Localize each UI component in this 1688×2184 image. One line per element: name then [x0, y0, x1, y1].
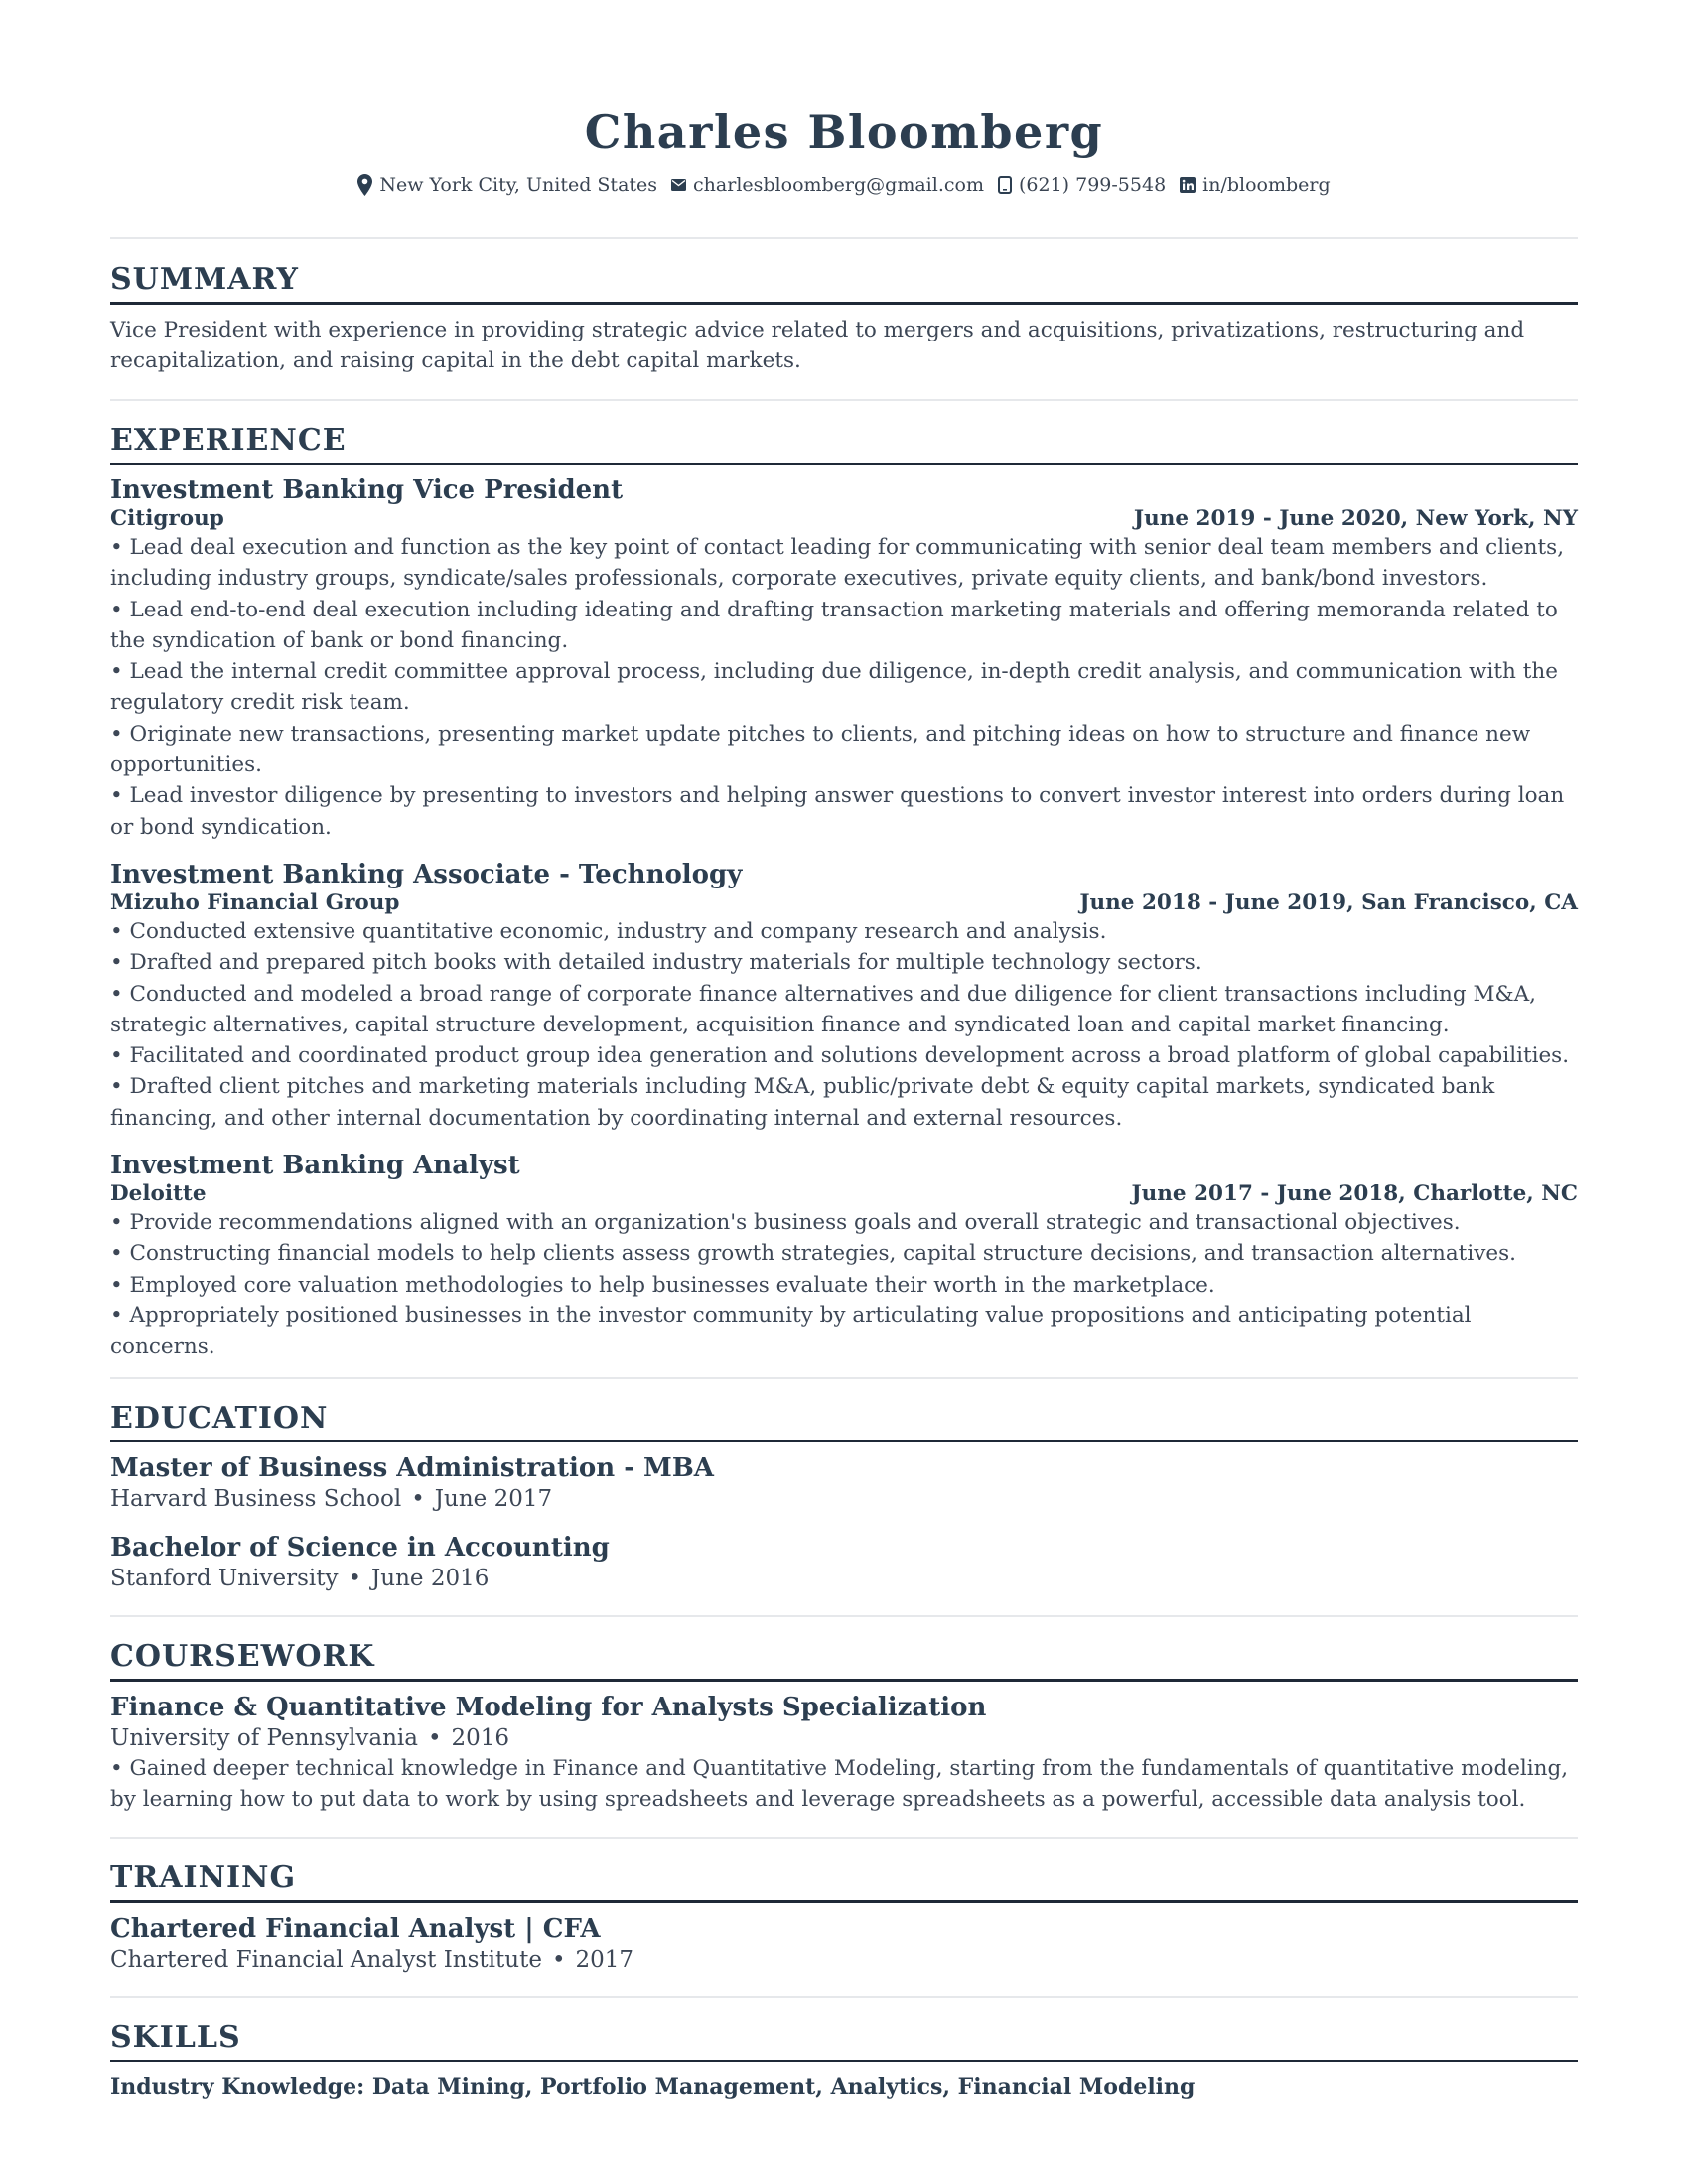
course-school: University of Pennsylvania — [110, 1724, 418, 1751]
course-title: Finance & Quantitative Modeling for Analysts Specialization — [110, 1692, 987, 1722]
section-title: COURSEWORK — [110, 1639, 375, 1675]
summary-section — [110, 260, 1578, 377]
school-name: Harvard Business School — [110, 1486, 402, 1513]
experience-section — [110, 421, 1578, 1363]
job-dates: June 2017 - June 2018, Charlotte, NC — [1131, 1181, 1578, 1207]
section-rule — [110, 1679, 1578, 1682]
job-meta — [110, 890, 1578, 916]
job-entry — [110, 1150, 1578, 1362]
candidate-name: Charles Bloomberg — [584, 105, 1104, 159]
section-rule — [110, 1900, 1578, 1903]
job-bullet: • Conducted and modeled a broad range of corporate finance alternatives and due diligence for client transactions including M&A, strategic alternatives, capital structure development, acquisition finance and syndicated loan and capital market financing. — [110, 981, 1537, 1037]
divider — [110, 399, 1578, 401]
job-company: Deloitte — [110, 1181, 207, 1207]
section-title: TRAINING — [110, 1860, 297, 1896]
job-bullet: • Facilitated and coordinated product group idea generation and solutions development across a broad platform of global capabilities. — [110, 1043, 1570, 1069]
job-bullet: • Constructing financial models to help clients assess growth strategies, capital structure decisions, and transaction alternatives. — [110, 1241, 1516, 1267]
job-dates: June 2018 - June 2019, San Francisco, CA — [1079, 889, 1578, 915]
training-title: Chartered Financial Analyst | CFA — [110, 1913, 601, 1944]
resume-header — [110, 0, 1578, 196]
separator-dot: • — [411, 1486, 425, 1513]
job-bullet: • Employed core valuation methodologies to help businesses evaluate their worth in the marketplace. — [110, 1272, 1215, 1297]
job-bullet: • Conducted extensive quantitative economic, industry and company research and analysis. — [110, 918, 1107, 944]
phone-text: (621) 799-5548 — [1018, 174, 1167, 196]
degree-date: June 2016 — [371, 1566, 490, 1592]
section-rule — [110, 1440, 1578, 1443]
contact-phone[interactable] — [998, 174, 1166, 196]
skills-section — [110, 2018, 1578, 2103]
job-entry — [110, 859, 1578, 1134]
degree-title: Master of Business Administration - MBA — [110, 1453, 714, 1484]
phone-icon — [998, 176, 1012, 194]
divider — [110, 237, 1578, 239]
divider — [110, 1377, 1578, 1379]
training-section — [110, 1858, 1578, 1975]
job-entry — [110, 475, 1578, 843]
job-title: Investment Banking Vice President — [110, 476, 624, 505]
job-bullet: • Lead the internal credit committee approval process, including due diligence, in-depth credit analysis, and communication with the regulatory credit risk team. — [110, 659, 1558, 716]
job-bullet: • Drafted client pitches and marketing materials including M&A, public/private debt & equity capital markets, syndicated bank financing, and other internal documentation by coordinating internal and external resources. — [110, 1074, 1495, 1131]
skills-text: Industry Knowledge: Data Mining, Portfolio Management, Analytics, Financial Modeling — [110, 2074, 1196, 2101]
education-entry — [110, 1452, 1578, 1514]
job-meta — [110, 506, 1578, 532]
job-company: Citigroup — [110, 506, 224, 531]
course-bullet: • Gained deeper technical knowledge in Finance and Quantitative Modeling, starting from the fundamentals of quantitative modeling, by learning how to put data to work by using spreadsheets and leverage spreadsheets as a powerful, accessible data analysis tool. — [110, 1755, 1569, 1812]
job-company: Mizuho Financial Group — [110, 889, 400, 915]
degree-date: June 2017 — [434, 1486, 553, 1513]
section-rule — [110, 302, 1578, 305]
job-meta — [110, 1181, 1578, 1207]
section-title: EXPERIENCE — [110, 422, 347, 458]
section-title: SUMMARY — [110, 262, 299, 297]
separator-dot: • — [348, 1566, 362, 1592]
section-title: EDUCATION — [110, 1400, 329, 1435]
contact-bar — [110, 174, 1578, 196]
linkedin-icon — [1180, 177, 1196, 193]
section-rule — [110, 463, 1578, 466]
training-details — [110, 1945, 1578, 1975]
job-title: Investment Banking Analyst — [110, 1151, 520, 1181]
email-text: charlesbloomberg@gmail.com — [693, 174, 984, 196]
training-year: 2017 — [575, 1946, 634, 1973]
degree-details — [110, 1564, 1578, 1593]
job-bullet: • Lead investor diligence by presenting to investors and helping answer questions to convert investor interest into orders during loan or bond syndication. — [110, 783, 1565, 840]
job-title: Investment Banking Associate - Technology — [110, 859, 743, 889]
divider — [110, 1996, 1578, 1998]
divider — [110, 1837, 1578, 1839]
job-bullet: • Originate new transactions, presenting market update pitches to clients, and pitching ideas on how to structure and finance new opportunities. — [110, 721, 1531, 778]
degree-details — [110, 1484, 1578, 1514]
coursework-section — [110, 1637, 1578, 1815]
contact-location — [357, 174, 657, 196]
contact-email[interactable] — [671, 174, 984, 196]
job-bullet: • Provide recommendations aligned with an organization's business goals and overall strategic and transactional objectives. — [110, 1210, 1461, 1236]
education-entry — [110, 1532, 1578, 1593]
degree-title: Bachelor of Science in Accounting — [110, 1533, 610, 1564]
job-bullet: • Lead end-to-end deal execution including ideating and drafting transaction marketing materials and offering memoranda related to the syndication of bank or bond financing. — [110, 597, 1558, 653]
contact-linkedin[interactable] — [1180, 174, 1331, 196]
email-icon — [671, 179, 686, 191]
job-dates: June 2019 - June 2020, New York, NY — [1133, 506, 1578, 531]
location-pin-icon — [357, 174, 372, 196]
separator-dot: • — [551, 1946, 566, 1973]
education-section — [110, 1399, 1578, 1594]
location-text: New York City, United States — [379, 174, 658, 196]
section-title: SKILLS — [110, 2019, 241, 2055]
summary-text: Vice President with experience in providing strategic advice related to mergers and acquisitions, privatizations, restructuring and recapitalization, and raising capital in the debt capital markets. — [110, 317, 1525, 373]
job-bullet: • Lead deal execution and function as the key point of contact leading for communicating with senior deal team members and clients, including industry groups, syndicate/sales professionals, corporate executives, private equity clients, and bank/bond investors. — [110, 535, 1565, 592]
job-bullet: • Appropriately positioned businesses in the investor community by articulating value propositions and anticipating potential concerns. — [110, 1302, 1472, 1360]
job-bullet: • Drafted and prepared pitch books with detailed industry materials for multiple technology sectors. — [110, 950, 1202, 976]
course-year: 2016 — [451, 1724, 510, 1751]
linkedin-text: in/bloomberg — [1202, 174, 1331, 196]
divider — [110, 1615, 1578, 1617]
training-org: Chartered Financial Analyst Institute — [110, 1946, 542, 1973]
school-name: Stanford University — [110, 1566, 339, 1592]
course-details — [110, 1723, 1578, 1753]
separator-dot: • — [427, 1724, 442, 1751]
section-rule — [110, 2060, 1578, 2063]
